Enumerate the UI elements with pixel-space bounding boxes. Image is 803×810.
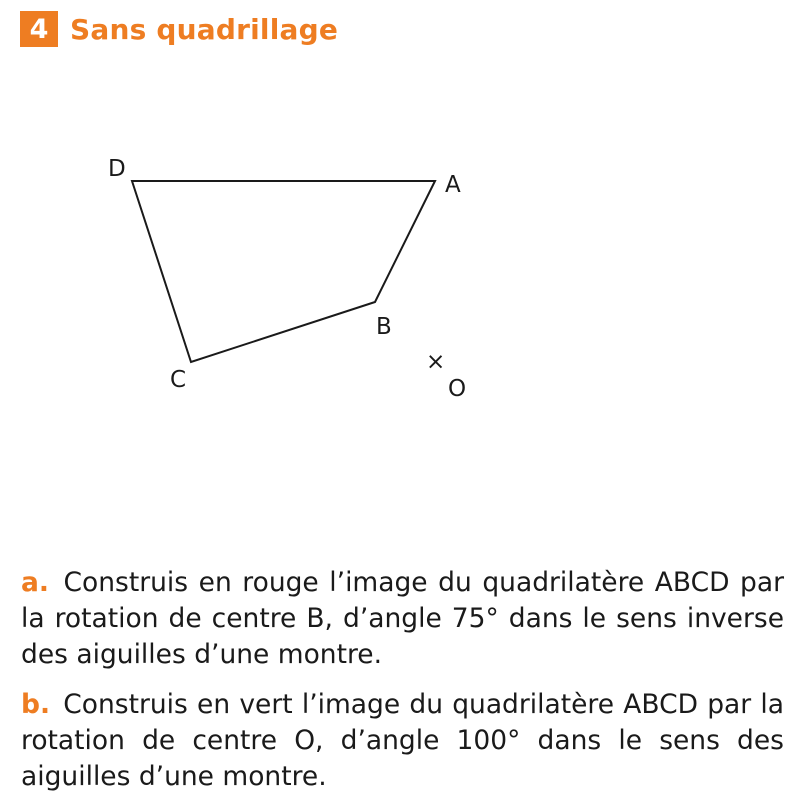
point-label-o: O xyxy=(448,376,467,402)
exercise-number-badge: 4 xyxy=(20,11,58,47)
question-b-text: Construis en vert l’image du quadrilatère ABCD par la rotation de centre O, d’angle 100° dans le sens des aiguilles d’une montre. xyxy=(21,689,784,792)
question-a-text: Construis en rouge l’image du quadrilatère ABCD par la rotation de centre B, d’angle 75° dans le sens inverse des aiguilles d’une montre. xyxy=(21,567,784,670)
point-o-cross-mark: × xyxy=(426,349,446,375)
exercise-title: Sans quadrillage xyxy=(70,12,339,46)
question-a-letter: a. xyxy=(21,567,49,598)
point-label-a: A xyxy=(445,172,461,198)
point-label-d: D xyxy=(108,156,126,182)
point-label-c: C xyxy=(170,367,187,393)
point-label-b: B xyxy=(376,314,392,340)
question-a xyxy=(21,565,784,673)
question-b xyxy=(21,687,784,795)
question-b-letter: b. xyxy=(21,689,51,720)
questions-section xyxy=(21,565,784,809)
